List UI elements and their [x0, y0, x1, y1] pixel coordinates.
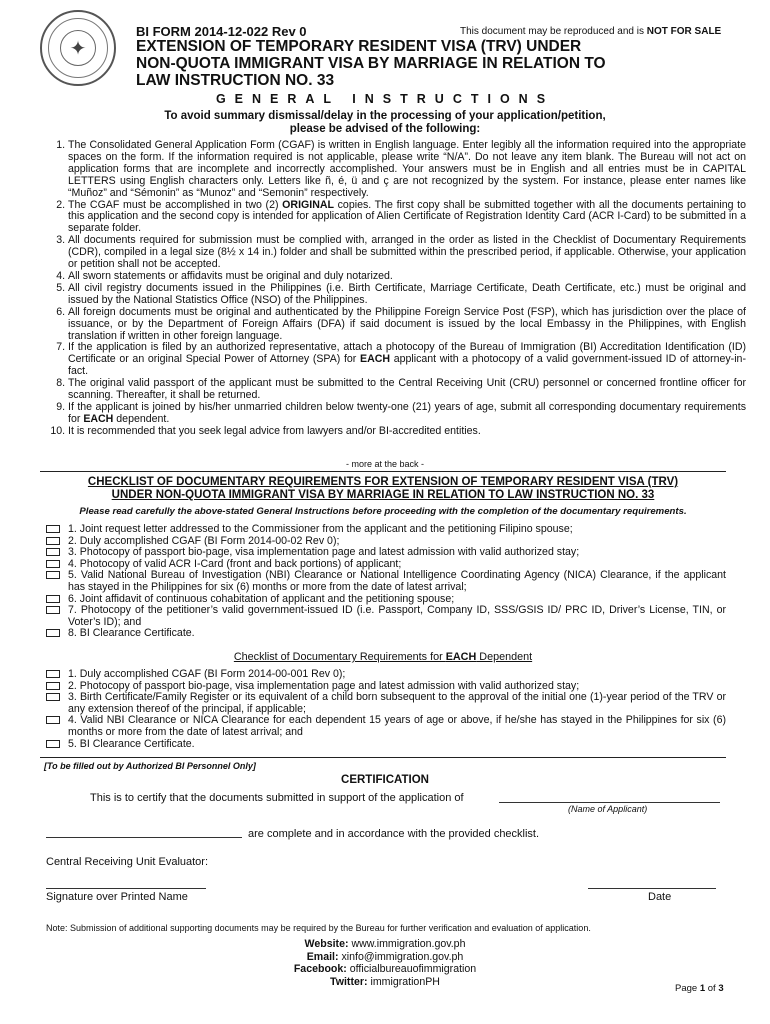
date-label: Date [648, 891, 672, 903]
footer-note: Note: Submission of additional supporting documents may be required by the Bureau for further verification and evaluation of application. [46, 923, 591, 933]
checkbox[interactable] [46, 606, 60, 614]
checkbox[interactable] [46, 740, 60, 748]
certification-text: This is to certify that the documents submitted in support of the application of [90, 792, 464, 804]
facebook-line: Facebook: officialbureauofimmigration [293, 963, 477, 975]
checkbox[interactable] [46, 682, 60, 690]
checklist-item: 1. Duly accomplished CGAF (BI Form 2014-00-001 Rev 0); [46, 669, 726, 681]
website-link[interactable]: www.immigration.gov.ph [351, 938, 466, 950]
checklist-item: 1. Joint request letter addressed to the Commissioner from the applicant and the petitioning Filipino spouse; [46, 524, 726, 536]
contact-info [0, 938, 770, 988]
twitter-link[interactable]: immigrationPH [370, 975, 440, 988]
form-title: EXTENSION OF TEMPORARY RESIDENT VISA (TRV) UNDER NON-QUOTA IMMIGRANT VISA BY MARRIAGE IN RELATION TO LAW INSTRUCTION NO. 33 [136, 38, 606, 89]
checklist-item: 4. Valid NBI Clearance or NICA Clearance for each dependent 15 years of age or above, if he/she has stayed in the Philippines for six (6) months or more from the date of latest arrival; and [46, 715, 726, 738]
seal-emblem-icon: ✦ [60, 30, 96, 66]
email-link[interactable]: xinfo@immigration.gov.ph [341, 950, 464, 963]
checkbox[interactable] [46, 716, 60, 724]
checkbox[interactable] [46, 595, 60, 603]
checkbox[interactable] [46, 525, 60, 533]
checkbox[interactable] [46, 670, 60, 678]
instruction-item: 5. All civil registry documents issued in the Philippines (i.e. Birth Certificate, Marriage Certificate, Death Certificate, etc.) must be original and issued by the National Statistics Office (NSO) of the Philippines. [68, 283, 746, 307]
certification-heading: CERTIFICATION [341, 774, 429, 786]
checkbox[interactable] [46, 537, 60, 545]
name-of-applicant-caption: (Name of Applicant) [568, 804, 648, 814]
checkbox[interactable] [46, 571, 60, 579]
bureau-seal [40, 10, 116, 86]
signature-label: Signature over Printed Name [46, 891, 188, 903]
checklist-item: 7. Photocopy of the petitioner’s valid government-issued ID (i.e. Passport, Company ID, SSS/GSIS ID/ PRC ID, Driver’s License, TIN, or Voter’s ID); and [46, 605, 726, 628]
checkbox[interactable] [46, 693, 60, 701]
checklist-item: 6. Joint affidavit of continuous cohabitation of applicant and the petitioning spouse; [46, 594, 726, 606]
date-field[interactable] [588, 878, 716, 889]
instruction-item: 4. All sworn statements or affidavits must be original and duly notarized. [68, 271, 746, 283]
instruction-item: 8. The original valid passport of the applicant must be submitted to the Central Receiving Unit (CRU) personnel or concerned frontline officer for scanning. Thereafter, it shall be returned. [68, 378, 746, 402]
instruction-item: 7. If the application is filed by an authorized representative, attach a photocopy of the Bureau of Immigration (BI) Accreditation Identification (ID) Certificate or an original Special Power of Attorney (SPA) for EACH applicant with a photocopy of a valid government-issued ID of attorney-in-fact. [68, 342, 746, 378]
instruction-list [46, 140, 746, 438]
checklist-item: 2. Duly accomplished CGAF (BI Form 2014-00-02 Rev 0); [46, 536, 726, 548]
checklist-item: 5. Valid National Bureau of Investigation (NBI) Clearance or National Intelligence Coordinating Agency (NICA) Clearance, if the applicant has stayed in the Philippines for six (6) months or more from the date of latest arrival; [46, 570, 726, 593]
instruction-item: 6. All foreign documents must be original and authenticated by the Philippine Foreign Service Post (FSP), which has jurisdiction over the place of issuance, or by the Department of Foreign Affairs (DFA) if said document is issued by the local Embassy in the Philippines, with English translation if written in other foreign language. [68, 307, 746, 343]
bi-personnel-only: [To be filled out by Authorized BI Personnel Only] [44, 761, 256, 771]
checkbox[interactable] [46, 548, 60, 556]
dependent-checklist-heading: Checklist of Documentary Requirements for EACH Dependent [233, 651, 533, 663]
instruction-item: 3. All documents required for submission must be complied with, arranged in the order as listed in the Checklist of Documentary Requirements (CDR), compiled in a legal size (8½ x 14 in.) folder and shall be submitted within the prescribed period, if applicable. Otherwise, your application or petition shall not be accepted. [68, 235, 746, 271]
checkbox[interactable] [46, 560, 60, 568]
instruction-item: 1. The Consolidated General Application Form (CGAF) is written in English language. Enter legibly all the information required into the appropriate spaces on the form. If the information required is not applicable, please write “N/A”. Do not leave any item blank. The Bureau will not act on application forms that are incomplete and incorrectly accomplished. Your answers must be in English and all entries must be in CAPITAL LETTERS using English characters only. Letters like ñ, é, ü and ç are not recognized by the system. For instance, please enter names like “Muñoz” and “Sémonin” as “Munoz” and “Semonin” respectively. [68, 140, 746, 200]
checklist-item: 2. Photocopy of passport bio-page, visa implementation page and latest admission with valid authorized stay; [46, 681, 726, 693]
complete-text: are complete and in accordance with the provided checklist. [248, 828, 540, 840]
signature-field[interactable] [46, 878, 206, 889]
complete-blank-field[interactable] [46, 826, 242, 838]
checklist-item: 3. Birth Certificate/Family Register or its equivalent of a child born subsequent to the approval of the initial one (1)-year period of the TRV or any extension thereof of the principal, if applicable; [46, 692, 726, 715]
instruction-item: 10. It is recommended that you seek legal advice from lawyers and/or BI-accredited entities. [68, 426, 746, 438]
checklist-item: 5. BI Clearance Certificate. [46, 739, 726, 751]
reproduction-notice: This document may be reproduced and is NOT FOR SALE [460, 26, 722, 37]
applicant-name-field[interactable] [499, 791, 720, 803]
more-at-back: - more at the back - [345, 459, 425, 469]
checklist-item: 4. Photocopy of valid ACR I-Card (front and back portions) of applicant; [46, 559, 726, 571]
principal-checklist [46, 524, 726, 640]
page-number: Page 1 of 3 [675, 983, 724, 994]
instruction-item: 9. If the applicant is joined by his/her unmarried children below twenty-one (21) years of age, submit all corresponding documentary requirements for EACH dependent. [68, 402, 746, 426]
checklist-item: 8. BI Clearance Certificate. [46, 628, 726, 640]
divider [40, 757, 726, 758]
checklist-note: Please read carefully the above-stated General Instructions before proceeding with the completion of the documentary requirements. [79, 506, 687, 517]
instruction-item: 2. The CGAF must be accomplished in two (2) ORIGINAL copies. The first copy shall be submitted together with all the documents pertaining to this application and the second copy is intended for application of Alien Certificate of Registration Identity Card (ACR I-Card) to be submitted in a separate folder. [68, 200, 746, 236]
general-instructions-heading: GENERAL INSTRUCTIONS [215, 92, 555, 106]
dismissal-warning: To avoid summary dismissal/delay in the processing of your application/petition, please be advised of the following: [164, 110, 606, 135]
facebook-link[interactable]: officialbureauofimmigration [349, 963, 477, 975]
email-line: Email: xinfo@immigration.gov.ph [306, 950, 464, 963]
divider [40, 471, 726, 472]
form-number: BI FORM 2014-12-022 Rev 0 [136, 24, 307, 39]
checklist-title: CHECKLIST OF DOCUMENTARY REQUIREMENTS FOR EXTENSION OF TEMPORARY RESIDENT VISA (TRV) UNDER NON-QUOTA IMMIGRANT VISA BY MARRIAGE IN RELATION TO LAW INSTRUCTION NO. 33 [87, 476, 679, 501]
dependent-checklist [46, 669, 726, 750]
website-line: Website: www.immigration.gov.ph [304, 938, 466, 950]
checklist-item: 3. Photocopy of passport bio-page, visa implementation page and latest admission with valid authorized stay; [46, 547, 726, 559]
evaluator-label: Central Receiving Unit Evaluator: [46, 856, 209, 868]
twitter-line: Twitter: immigrationPH [330, 975, 440, 988]
checkbox[interactable] [46, 629, 60, 637]
